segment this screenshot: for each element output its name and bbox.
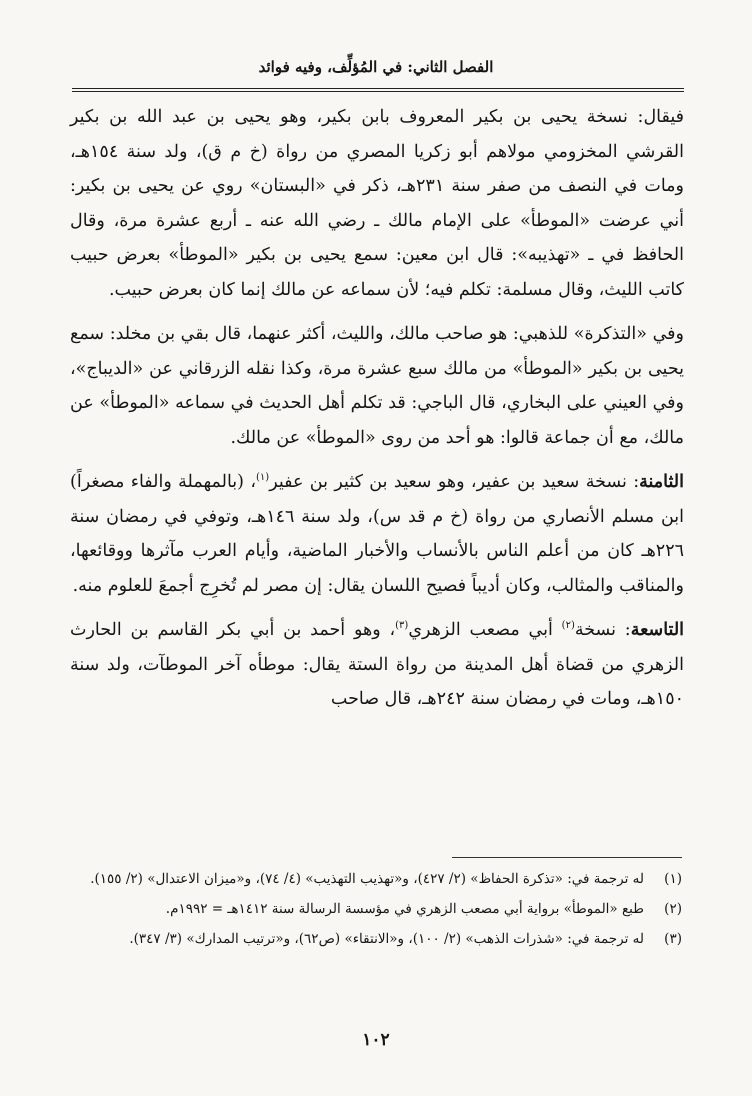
- footnote-number: (١): [664, 871, 682, 887]
- footnote-3: [70, 926, 682, 952]
- paragraph-4: [70, 613, 684, 717]
- main-text: [70, 100, 684, 727]
- footnote-text: طبع «الموطأ» برواية أبي مصعب الزهري في مؤسسة الرسالة سنة ١٤١٢هـ = ١٩٩٢م.: [165, 901, 644, 917]
- paragraph-text: فيقال: نسخة يحيى بن بكير المعروف بابن بكير، وهو يحيى بن عبد الله بن بكير القرشي المخزومي مولاهم أبو زكريا المصري من رواة (خ م ق)، ولد سنة ١٥٤هـ، ومات في النصف من صفر سنة ٢٣١هـ، ذكر في «البستان» روي عن يحيى بن بكير: أني عرضت «الموطأ» على الإمام مالك ـ رضي الله عنه ـ أربع عشرة مرة، وقال الحافظ في ـ «تهذيبه»: قال ابن معين: سمع يحيى بن بكير «الموطأ» بعرض حبيب كاتب الليث، وقال مسلمة: تكلم فيه؛ لأن سماعه عن مالك إنما كان بعرض حبيب.: [70, 107, 684, 300]
- header-divider: [72, 88, 684, 92]
- paragraph-text-start: : نسخة: [574, 620, 631, 640]
- paragraph-text-mid: أبي مصعب الزهري: [408, 620, 562, 640]
- footnote-divider: [452, 857, 682, 858]
- footnote-number: (٢): [664, 901, 682, 917]
- footnote-ref-3[interactable]: (٣): [395, 620, 409, 632]
- paragraph-text-start: : نسخة سعيد بن عفير، وهو سعيد بن كثير بن عفير: [269, 472, 640, 492]
- paragraph-text: وفي «التذكرة» للذهبي: هو صاحب مالك، والليث، أكثر عنهما، قال بقي بن مخلد: سمع يحيى بن بكير «الموطأ» من مالك سبع عشرة مرة، وكذا نقله الزرقاني عن «الديباج»، وفي العيني على البخاري، قال الباجي: قد تكلم أهل الحديث في سماعه «الموطأ» عن مالك، مع أن جماعة قالوا: هو أحد من روى «الموطأ» عن مالك.: [70, 324, 684, 448]
- paragraph-text: ، وهو أحمد بن أبي بكر القاسم بن الحارث الزهري من قضاة أهل المدينة من رواة الستة يقال: موطأه آخر الموطآت، ولد سنة ١٥٠هـ، ومات في رمضان سنة ٢٤٢هـ، قال صاحب: [70, 620, 684, 709]
- footnotes: [70, 866, 682, 956]
- footnote-text: له ترجمة في: «شذرات الذهب» (٢/ ١٠٠)، و«الانتقاء» (ص٦٢)، و«ترتيب المدارك» (٣/ ٣٤٧).: [129, 931, 644, 947]
- footnote-ref-2[interactable]: (٢): [561, 620, 575, 632]
- paragraph-2: [70, 317, 684, 455]
- footnote-text: له ترجمة في: «تذكرة الحفاظ» (٢/ ٤٢٧)، و«تهذيب التهذيب» (٤/ ٧٤)، و«ميزان الاعتدال» (٢/ ١٥٥).: [90, 871, 644, 887]
- page-number: ١٠٢: [362, 1030, 390, 1050]
- paragraph-text: ، (بالمهملة والفاء مصغراً) ابن مسلم الأنصاري من رواة (خ م قد س)، ولد سنة ١٤٦هـ، وتوفي في رمضان سنة ٢٢٦هـ كان من أعلم الناس بالأنساب والأخبار الماضية، وأيام العرب مآثرها ووقائعها، والمناقب والمثالب، وكان أديباً فصيح اللسان يقال: إن مصر لم تُخرِج أجمعَ للعلوم منه.: [70, 472, 684, 596]
- footnote-number: (٣): [664, 931, 682, 947]
- footnote-1: [70, 866, 682, 892]
- footnote-2: [70, 896, 682, 922]
- footnote-ref-1[interactable]: (١): [256, 472, 270, 484]
- paragraph-lead: التاسعة: [630, 620, 685, 640]
- paragraph-1: [70, 100, 684, 307]
- running-header: الفصل الثاني: في المُؤلِّف، وفيه فوائد: [258, 58, 494, 76]
- paragraph-3: [70, 465, 684, 603]
- paragraph-lead: الثامنة: [639, 472, 684, 492]
